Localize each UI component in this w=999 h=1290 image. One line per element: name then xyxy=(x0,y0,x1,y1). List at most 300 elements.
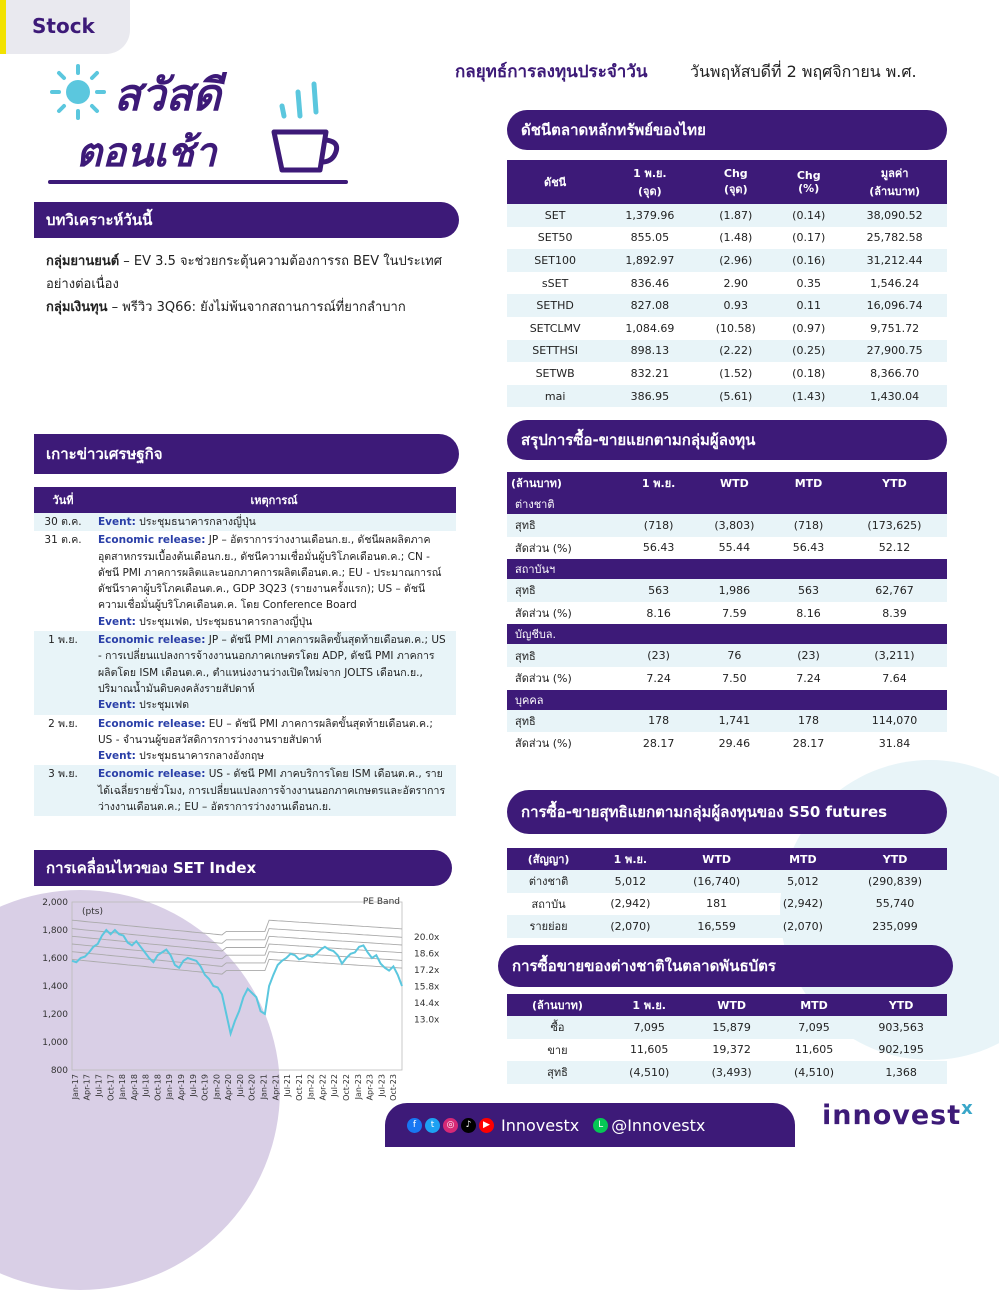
analysis-item-text: – พรีวิว 3Q66: ยังไม่พ้นจากสถานการณ์ที่ยากลำบาก xyxy=(107,300,406,315)
market-col-header-line2: (%) xyxy=(798,182,820,195)
market-cell: 832.21 xyxy=(630,366,670,380)
futures-cell: 16,559 xyxy=(671,915,763,938)
market-row xyxy=(507,249,947,272)
market-cell: (1.48) xyxy=(719,231,753,245)
market-row xyxy=(507,362,947,385)
x-tick-label: Oct-18 xyxy=(153,1074,163,1101)
futures-cell: 235,099 xyxy=(843,915,947,938)
bonds-header-row xyxy=(507,994,947,1016)
futures-col-header: WTD xyxy=(671,848,763,870)
market-cell: 27,900.75 xyxy=(842,340,947,363)
futures-table xyxy=(507,848,947,938)
investor-cell: 8.16 xyxy=(646,606,671,620)
news-event xyxy=(92,765,456,816)
x-tick-label: Apr-18 xyxy=(129,1074,139,1101)
market-col-header-line1: Chg xyxy=(796,169,821,182)
futures-body xyxy=(507,870,947,938)
news-event-text: US - ดัชนี PMI ภาคบริการโดย ISM เดือนต.ค., รายได้เฉลี่ยรายชั่วโมง, การเปลี่ยนแปลงการจ้างงานนอกภาคเกษตรและอัตราการว่างงานเดือนต.ค.; EU – อัตราการว่างงานเดือนก.ย. xyxy=(98,768,446,814)
bonds-cell: (3,493) xyxy=(690,1061,772,1084)
news-event-line xyxy=(98,632,450,697)
investor-group-row xyxy=(507,624,947,644)
x-tick-label: Jan-20 xyxy=(212,1074,222,1100)
market-row xyxy=(507,227,947,250)
investor-body xyxy=(507,494,947,755)
investor-col-header: (ล้านบาท) xyxy=(507,472,623,494)
investor-title xyxy=(507,420,947,460)
investor-cell: สัดส่วน (%) xyxy=(515,541,572,555)
market-col-header xyxy=(603,160,696,204)
y-axis-unit: (pts) xyxy=(82,907,103,917)
investor-header-row xyxy=(507,472,947,494)
market-cell: 1,379.96 xyxy=(603,204,696,227)
investor-cell: สุทธิ xyxy=(507,514,623,537)
investor-col-header: WTD xyxy=(694,472,775,494)
futures-col-header: (สัญญา) xyxy=(507,848,590,870)
brand-name: innovest xyxy=(822,1100,962,1131)
greeting-logo xyxy=(48,60,348,190)
investor-table-wrap xyxy=(507,472,947,755)
investor-row xyxy=(507,710,947,733)
bonds-cell: 15,879 xyxy=(690,1016,772,1039)
futures-row xyxy=(507,893,947,916)
investor-cell: (718) xyxy=(775,514,842,537)
investor-cell: 114,070 xyxy=(842,710,947,733)
news-event-label: Economic release: xyxy=(98,634,206,647)
x-tick-label: Apr-17 xyxy=(82,1074,92,1101)
investor-group-row xyxy=(507,690,947,710)
brand-logo xyxy=(822,1098,974,1131)
x-tick-label: Jul-21 xyxy=(283,1074,293,1097)
investor-title-label: สรุปการซื้อ-ขายแยกตามกลุ่มผู้ลงทุน xyxy=(521,431,756,449)
y-tick-label: 1,600 xyxy=(42,954,68,964)
pe-band-line xyxy=(72,959,402,974)
investor-cell: 7.24 xyxy=(646,671,671,685)
futures-col-header: YTD xyxy=(843,848,947,870)
market-row xyxy=(507,317,947,340)
youtube-icon[interactable]: ▶ xyxy=(479,1118,494,1133)
bonds-col-header: YTD xyxy=(855,994,947,1016)
news-event xyxy=(92,715,456,766)
market-row xyxy=(507,204,947,227)
market-cell: 16,096.74 xyxy=(842,294,947,317)
market-cell: 1,892.97 xyxy=(603,249,696,272)
news-date: 2 พ.ย. xyxy=(48,717,78,730)
market-cell: (0.97) xyxy=(792,321,826,335)
market-col-header xyxy=(842,160,947,204)
news-row xyxy=(34,531,456,631)
market-cell: 31,212.44 xyxy=(842,249,947,272)
news-event-text: ประชุมธนาคารกลางญี่ปุ่น xyxy=(135,516,256,528)
strategy-title: กลยุทธ์การลงทุนประจำวัน xyxy=(455,62,648,82)
pe-band-label: 13.0x xyxy=(414,1015,440,1026)
market-row xyxy=(507,272,947,295)
y-tick-label: 1,800 xyxy=(42,926,68,936)
x-tick-label: Jan-22 xyxy=(306,1074,316,1100)
y-tick-label: 800 xyxy=(50,1066,68,1076)
bonds-cell: 19,372 xyxy=(712,1043,751,1057)
news-event-text: JP – อัตราการว่างงานเดือนก.ย., ดัชนีผลผลิตภาคอุตสาหกรรมเบื้องต้นเดือนก.ย., ดัชนีความเชื่อมั่นผู้บริโภคเดือนต.ค.; CN - ดัชนี PMI ภาคการผลิตและนอกภาคการผลิตเดือนต.ค.; EU - ประมาณการณ์ดัชนีราคาผู้บริโภคเดือนต.ค., GDP 3Q23 (รายงานครั้งแรก); US – ดัชนีความเชื่อมั่นผู้บริโภคเดือนต.ค. โดย Conference Board xyxy=(98,534,442,612)
x-tick-label: Jul-18 xyxy=(141,1074,151,1097)
bonds-body xyxy=(507,1016,947,1084)
plot-area xyxy=(72,902,402,1070)
analysis-title xyxy=(34,202,459,238)
investor-cell: (3,211) xyxy=(842,644,947,667)
market-col-header xyxy=(507,160,603,204)
investor-cell: 28.17 xyxy=(792,736,825,750)
y-tick-label: 1,000 xyxy=(42,1038,68,1048)
news-event-label: Event: xyxy=(98,516,136,528)
news-event-line xyxy=(98,614,450,630)
market-cell: 1,546.24 xyxy=(870,276,920,290)
market-cell: SETWB xyxy=(535,366,575,380)
stock-tag-label: Stock xyxy=(32,14,95,38)
investor-col-header: MTD xyxy=(775,472,842,494)
futures-col-header: 1 พ.ย. xyxy=(590,848,670,870)
x-tick-label: Apr-21 xyxy=(271,1074,281,1101)
greeting-line1: สวัสดี xyxy=(114,70,221,121)
investor-row xyxy=(507,579,947,602)
brand-x: x xyxy=(961,1098,974,1119)
news-col-date: วันที่ xyxy=(34,487,92,513)
header-date: วันพฤหัสบดีที่ 2 พฤศจิกายน พ.ศ. xyxy=(690,62,917,81)
investor-table xyxy=(507,472,947,755)
futures-cell: สถาบัน xyxy=(531,897,566,911)
investor-group-row xyxy=(507,559,947,579)
news-col-event: เหตุการณ์ xyxy=(92,487,456,513)
facebook-icon[interactable]: f xyxy=(407,1118,422,1133)
market-cell: SET100 xyxy=(507,249,603,272)
investor-cell: 178 xyxy=(623,710,693,733)
news-body xyxy=(34,513,456,816)
investor-cell: 7.24 xyxy=(796,671,821,685)
news-row xyxy=(34,715,456,766)
footer-handle1[interactable]: Innovestx xyxy=(501,1115,580,1135)
x-tick-label: Jul-17 xyxy=(94,1074,104,1097)
instagram-icon[interactable]: ◎ xyxy=(443,1118,458,1133)
market-col-header-line1: ดัชนี xyxy=(544,176,567,189)
market-cell: (2.22) xyxy=(696,340,775,363)
futures-cell: (290,839) xyxy=(843,870,947,893)
investor-row xyxy=(507,537,947,560)
bonds-cell: สุทธิ xyxy=(507,1061,608,1084)
news-event-label: Event: xyxy=(98,699,136,712)
bonds-cell: 7,095 xyxy=(608,1016,690,1039)
investor-cell: (23) xyxy=(775,644,842,667)
market-title-label: ดัชนีตลาดหลักทรัพย์ของไทย xyxy=(521,121,706,139)
investor-cell: 7.59 xyxy=(722,606,747,620)
bonds-col-header: 1 พ.ย. xyxy=(608,994,690,1016)
market-cell: (0.25) xyxy=(775,340,842,363)
futures-cell: 5,012 xyxy=(590,870,670,893)
pe-band-label: 20.0x xyxy=(414,933,440,943)
investor-cell: 1,741 xyxy=(694,710,775,733)
news-row xyxy=(34,631,456,714)
twitter-icon[interactable]: t xyxy=(425,1118,440,1133)
x-tick-label: Apr-22 xyxy=(318,1074,328,1101)
news-table xyxy=(34,487,456,816)
market-cell: SETCLMV xyxy=(529,321,581,335)
market-cell: 25,782.58 xyxy=(866,231,923,245)
futures-cell: 5,012 xyxy=(763,870,843,893)
news-event-label: Event: xyxy=(98,615,136,628)
y-tick-label: 2,000 xyxy=(42,898,68,908)
futures-cell: ต่างชาติ xyxy=(507,870,590,893)
futures-cell: 181 xyxy=(706,897,728,911)
futures-header-row xyxy=(507,848,947,870)
x-tick-label: Jan-17 xyxy=(70,1074,80,1100)
news-title xyxy=(34,434,459,474)
news-event-line xyxy=(98,748,450,764)
x-tick-label: Apr-23 xyxy=(365,1074,375,1101)
market-cell: 386.95 xyxy=(603,385,696,408)
bonds-title-label: การซื้อขายของต่างชาติในตลาดพันธบัตร xyxy=(512,957,776,975)
market-col-header-line1: 1 พ.ย. xyxy=(633,167,667,180)
line-icon[interactable]: L xyxy=(593,1118,608,1133)
market-cell: (1.87) xyxy=(696,204,775,227)
news-event-line xyxy=(98,514,450,530)
investor-cell: สัดส่วน (%) xyxy=(515,672,572,686)
bonds-cell: 902,195 xyxy=(878,1043,924,1057)
investor-cell: 7.64 xyxy=(882,671,907,685)
x-tick-label: Jul-22 xyxy=(330,1074,340,1097)
market-cell: 38,090.52 xyxy=(842,204,947,227)
market-col-header xyxy=(775,160,842,204)
market-cell: (0.18) xyxy=(792,366,826,380)
market-body xyxy=(507,204,947,407)
tiktok-icon[interactable]: ♪ xyxy=(461,1118,476,1133)
investor-cell: 56.43 xyxy=(792,541,825,555)
market-table-wrap xyxy=(507,160,947,407)
market-cell: (1.52) xyxy=(719,366,753,380)
investor-row xyxy=(507,667,947,690)
bonds-cell: 903,563 xyxy=(855,1016,947,1039)
pe-band-label: 17.2x xyxy=(414,966,440,976)
market-col-header xyxy=(696,160,775,204)
x-tick-label: Apr-20 xyxy=(224,1074,234,1101)
bonds-table xyxy=(507,994,947,1084)
futures-row xyxy=(507,915,947,938)
investor-cell: 62,767 xyxy=(842,579,947,602)
investor-group-row xyxy=(507,494,947,514)
coffee-cup-icon xyxy=(268,70,348,180)
investor-cell: สัดส่วน (%) xyxy=(515,737,572,751)
market-cell: mai xyxy=(507,385,603,408)
pe-band-label: 18.6x xyxy=(414,949,440,960)
market-cell: SET50 xyxy=(537,231,573,245)
futures-row xyxy=(507,870,947,893)
analysis-title-label: บทวิเคราะห์วันนี้ xyxy=(46,211,153,229)
news-event xyxy=(92,631,456,714)
news-event-text: ประชุมเฟด xyxy=(135,699,190,712)
market-cell: (0.16) xyxy=(775,249,842,272)
bonds-cell: 1,368 xyxy=(855,1061,947,1084)
market-table xyxy=(507,160,947,407)
news-event xyxy=(92,531,456,631)
investor-group-name: ต่างชาติ xyxy=(507,494,947,514)
market-cell: SET xyxy=(507,204,603,227)
investor-cell: 76 xyxy=(694,644,775,667)
market-cell: (0.14) xyxy=(775,204,842,227)
market-cell: (1.43) xyxy=(775,385,842,408)
set-chart-title-label: การเคลื่อนไหวของ SET Index xyxy=(46,859,257,877)
bonds-title xyxy=(498,945,953,987)
stock-tag xyxy=(0,0,130,54)
news-event-line xyxy=(98,697,450,713)
market-col-header-line2: (ล้านบาท) xyxy=(869,185,921,198)
x-tick-label: Oct-17 xyxy=(106,1074,116,1101)
investor-cell: 7.50 xyxy=(722,671,747,685)
news-event-label: Economic release: xyxy=(98,717,206,730)
investor-cell: 1,986 xyxy=(694,579,775,602)
analysis-item-head: กลุ่มเงินทุน xyxy=(46,300,108,315)
news-event-label: Economic release: xyxy=(98,768,206,781)
news-row xyxy=(34,765,456,816)
investor-row xyxy=(507,514,947,537)
news-event-label: Economic release: xyxy=(98,534,206,547)
market-col-header-line1: มูลค่า xyxy=(880,167,909,180)
market-cell: 0.35 xyxy=(796,276,821,290)
investor-row xyxy=(507,602,947,625)
set-chart-title xyxy=(34,850,452,886)
investor-cell: 563 xyxy=(775,579,842,602)
news-title-label: เกาะข่าวเศรษฐกิจ xyxy=(46,445,163,463)
investor-cell: สุทธิ xyxy=(507,579,623,602)
news-date: 1 พ.ย. xyxy=(34,631,92,714)
news-table-wrap xyxy=(34,487,456,817)
bonds-cell: ขาย xyxy=(547,1043,568,1057)
footer-bar xyxy=(385,1103,795,1147)
news-event-line xyxy=(98,532,450,613)
x-tick-label: Oct-23 xyxy=(389,1074,399,1101)
x-tick-label: Oct-20 xyxy=(247,1074,257,1101)
futures-cell: (2,942) xyxy=(610,897,651,911)
investor-cell: 8.39 xyxy=(882,606,907,620)
market-col-header-line1: Chg xyxy=(723,166,748,180)
investor-col-header: YTD xyxy=(842,472,947,494)
market-cell: 0.11 xyxy=(775,294,842,317)
pe-band-label: 15.8x xyxy=(414,982,440,993)
header-strategy xyxy=(455,58,648,85)
analysis-item xyxy=(46,250,466,296)
news-row xyxy=(34,513,456,531)
market-cell: SETTHSI xyxy=(507,340,603,363)
analysis-item-head: กลุ่มยานยนต์ xyxy=(46,254,120,269)
footer-handle2[interactable]: @Innovestx xyxy=(611,1115,706,1135)
futures-cell: (2,942) xyxy=(782,897,823,911)
investor-cell: 178 xyxy=(775,710,842,733)
bonds-cell: 7,095 xyxy=(773,1016,855,1039)
investor-group-name: บัญชีบล. xyxy=(507,624,947,644)
x-tick-label: Oct-22 xyxy=(341,1074,351,1101)
market-col-header-line2: (จุด) xyxy=(638,185,662,198)
x-tick-label: Oct-19 xyxy=(200,1074,210,1101)
news-event-text: JP – ดัชนี PMI ภาคการผลิตขั้นสุดท้ายเดือนต.ค.; US - การเปลี่ยนแปลงการจ้างงานนอกภาคเกษตรโดย ADP, ดัชนี PMI ภาคการผลิตโดย ISM เดือนต.ค., ตำแหน่งงานว่างเปิดใหม่จาก JOLTS เดือนก.ย., ปริมาณน้ำมันดิบคงคลังรายสัปดาห์ xyxy=(98,634,446,695)
x-tick-label: Jan-18 xyxy=(118,1074,128,1100)
news-date: 30 ต.ค. xyxy=(34,513,92,531)
market-cell: 2.90 xyxy=(723,276,749,290)
investor-cell: 8.16 xyxy=(796,606,821,620)
pe-band-label: 14.4x xyxy=(414,999,440,1009)
market-cell: (10.58) xyxy=(715,321,756,335)
market-cell: 827.08 xyxy=(603,294,696,317)
analysis-item xyxy=(46,296,466,319)
futures-cell: (16,740) xyxy=(671,870,763,893)
investor-cell: สัดส่วน (%) xyxy=(515,607,572,621)
market-cell: (0.17) xyxy=(792,231,826,245)
x-tick-label: Apr-19 xyxy=(176,1074,186,1101)
set-index-line xyxy=(72,930,402,1034)
news-date: 31 ต.ค. xyxy=(44,534,82,547)
news-event-line xyxy=(98,716,450,749)
x-tick-label: Jul-20 xyxy=(235,1074,245,1097)
sun-icon xyxy=(48,62,108,122)
market-cell: 1,084.69 xyxy=(625,321,675,335)
futures-title xyxy=(507,790,947,834)
market-cell: sSET xyxy=(541,276,569,290)
futures-cell: (2,070) xyxy=(590,915,670,938)
bonds-row xyxy=(507,1016,947,1039)
bonds-row xyxy=(507,1061,947,1084)
investor-cell: 28.17 xyxy=(642,736,675,750)
bonds-cell: (4,510) xyxy=(608,1061,690,1084)
market-cell: 855.05 xyxy=(630,231,670,245)
futures-cell: 55,740 xyxy=(875,897,915,911)
investor-cell: (3,803) xyxy=(694,514,775,537)
investor-group-name: สถาบันฯ xyxy=(507,559,947,579)
bonds-cell: ซื้อ xyxy=(507,1016,608,1039)
analysis-item-text: – EV 3.5 จะช่วยกระตุ้นความต้องการรถ BEV ในประเทศอย่างต่อเนื่อง xyxy=(46,254,442,292)
news-event-text: ประชุมเฟด, ประชุมธนาคารกลางญี่ปุ่น xyxy=(135,615,313,628)
x-tick-label: Jan-21 xyxy=(259,1074,269,1100)
bonds-col-header: (ล้านบาท) xyxy=(507,994,608,1016)
market-row xyxy=(507,294,947,317)
investor-cell: (23) xyxy=(623,644,693,667)
news-event-label: Event: xyxy=(98,750,136,763)
investor-cell: 52.12 xyxy=(878,541,911,555)
market-cell: (2.96) xyxy=(696,249,775,272)
market-cell: SETHD xyxy=(507,294,603,317)
y-tick-label: 1,200 xyxy=(42,1010,68,1020)
analysis-body xyxy=(46,250,466,319)
market-cell: 0.93 xyxy=(696,294,775,317)
investor-cell: สุทธิ xyxy=(507,644,623,667)
news-date: 3 พ.ย. xyxy=(34,765,92,816)
x-tick-label: Jan-19 xyxy=(165,1074,175,1100)
x-tick-label: Oct-21 xyxy=(294,1074,304,1101)
market-cell: (5.61) xyxy=(696,385,775,408)
bonds-cell: 11,605 xyxy=(794,1043,834,1057)
investor-cell: สุทธิ xyxy=(507,710,623,733)
investor-group-name: บุคคล xyxy=(507,690,947,710)
set-index-chart xyxy=(30,890,450,1140)
market-row xyxy=(507,385,947,408)
market-title xyxy=(507,110,947,150)
greeting-underline xyxy=(48,180,348,184)
news-event xyxy=(92,513,456,531)
news-event-text: ประชุมธนาคารกลางอังกฤษ xyxy=(135,750,265,763)
x-tick-label: Jul-19 xyxy=(188,1074,198,1097)
market-row xyxy=(507,340,947,363)
greeting-line2: ตอนเช้า xyxy=(76,130,217,176)
bonds-col-header: MTD xyxy=(773,994,855,1016)
pe-band-line xyxy=(72,920,402,935)
investor-row xyxy=(507,644,947,667)
investor-row xyxy=(507,732,947,755)
market-cell: 898.13 xyxy=(603,340,696,363)
investor-cell: (173,625) xyxy=(842,514,947,537)
market-cell: 836.46 xyxy=(630,276,670,290)
bonds-cell: 11,605 xyxy=(629,1043,669,1057)
